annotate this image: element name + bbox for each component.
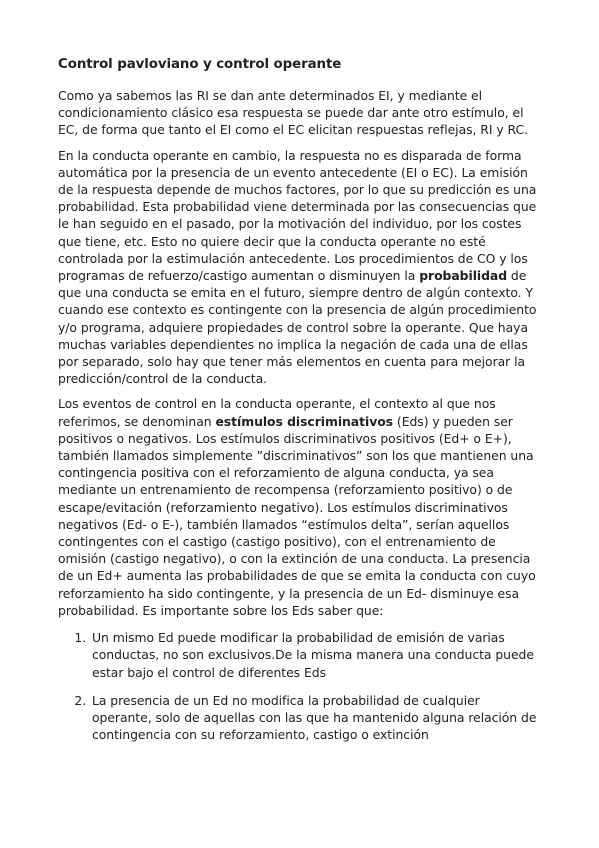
list-item: 2. La presencia de un Ed no modifica la probabilidad de cualquier operante, solo de aquellas con las que ha mantenido alguna relación de contingencia con su reforzamiento, castigo o extinción (90, 692, 543, 744)
emphasis-probabilidad: probabilidad (419, 268, 508, 284)
paragraph-classical-conditioning: Como ya sabemos las RI se dan ante determinados EI, y mediante el condicionamiento clásico esa respuesta se puede dar ante otro estímulo, el EC, de forma que tanto el EI como el EC elicitan respuestas reflejas, RI y RC. (58, 88, 528, 138)
paragraph-operant-behavior (58, 147, 543, 388)
paragraph-text: Los eventos de control en la conducta operante, el contexto al que nos referimos, se denominan (58, 396, 496, 429)
section-title: Control pavloviano y control operante (58, 57, 342, 72)
list-item: 1. Un mismo Ed puede modificar la probabilidad de emisión de varias conductas, no son exclusivos.De la misma manera una conducta puede estar bajo el control de diferentes Eds (90, 629, 543, 681)
paragraph-discriminative-stimuli (58, 395, 543, 619)
paragraph-text: (Eds) y pueden ser positivos o negativos. Los estímulos discriminativos positivos (Ed+ o E+), también llamados simplemente ”discriminativos” son los que mantienen una contingencia positiva con el reforzamiento de alguna conducta, ya sea mediante un entrenamiento de recompensa (reforzamiento positivo) o de escape/evitación (reforzamiento negativo). Los estímulos discriminativos negativos (Ed- o E-), también llamados “estímulos delta”, serían aquellos contingentes con el castigo (castigo positivo), con el entrenamiento de omisión (castigo negativo), o con la extinción de una conducta. La presencia de un Ed+ aumenta las probabilidades de que se emita la conducta con cuyo reforzamiento ha sido contingente, y la presencia de un Ed- disminuye esa probabilidad. Es importante sobre los Eds saber que: (58, 413, 536, 618)
numbered-list (58, 629, 543, 743)
emphasis-estimulos-discriminativos: estímulos discriminativos (215, 413, 394, 429)
paragraph-text: de que una conducta se emita en el futuro, siempre dentro de algún contexto. Y cuando ese contexto es contingente con la presencia de algún procedimiento y/o programa, adquiere propiedades de control sobre la operante. Que haya muchas variables dependientes no implica la negación de cada una de ellas por separado, solo hay que tener más elementos en cuenta para mejorar la predicción/control de la conducta. (58, 268, 537, 387)
paragraph-text: En la conducta operante en cambio, la respuesta no es disparada de forma automática por la presencia de un evento antecedente (EI o EC). La emisión de la respuesta depende de muchos factores, por lo que su predicción es una probabilidad. Esta probabilidad viene determinada por las consecuencias que le han seguido en el pasado, por la motivación del individuo, por los costes que tiene, etc. Esto no quiere decir que la conducta operante no esté controlada por la estimulación antecedente. Los procedimientos de CO y los programas de refuerzo/castigo aumentan o disminuyen la (58, 147, 537, 284)
